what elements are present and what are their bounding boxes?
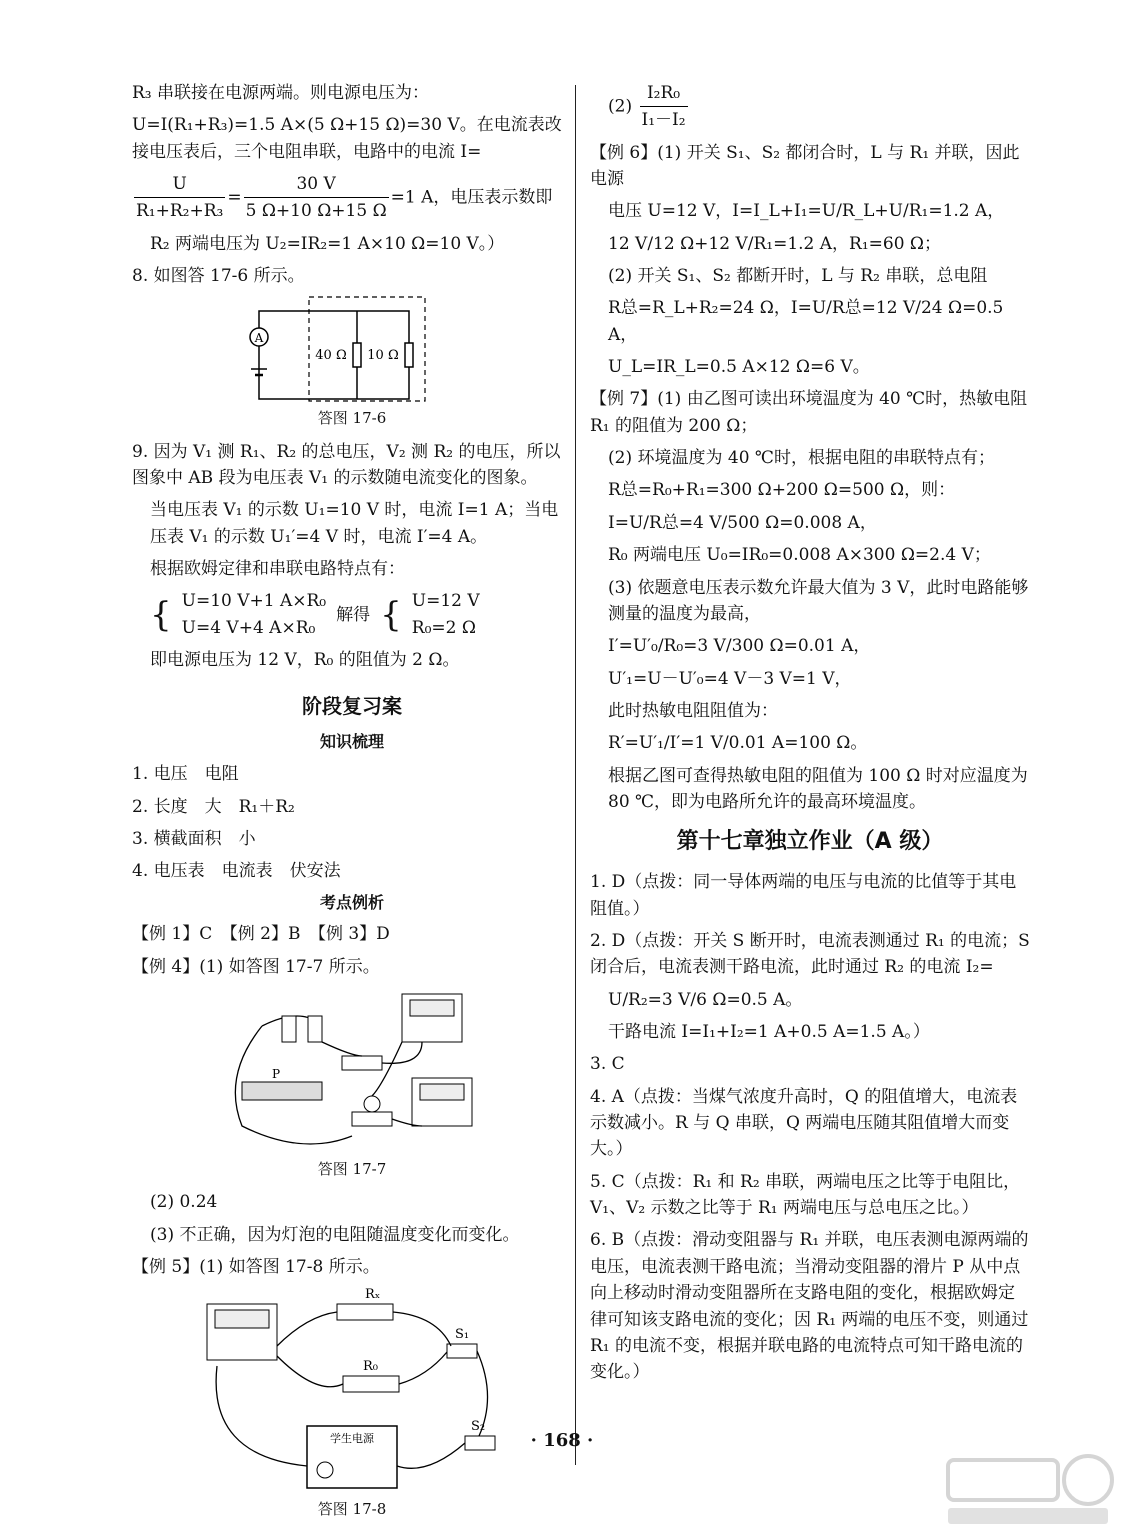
fraction: $\frac{\text{I₂R₀}}{\text{I₁－I₂}}$ [640, 80, 688, 134]
ammeter-label: A [254, 331, 264, 346]
figure-caption: 答图 17-6 [317, 409, 387, 428]
text-line: I=U/R总=4 V/500 Ω=0.008 A， [608, 512, 877, 533]
r0-label: R₀ [363, 1359, 378, 1375]
list-item: 4. 电压表 电流表 伏安法 [132, 861, 341, 882]
rx-label: Rₓ [365, 1287, 381, 1303]
text-line: 此时热敏电阻阻值为： [608, 700, 778, 721]
answer-item: 5. C（点拨：R₁ 和 R₂ 串联，两端电压之比等于电阻比，V₁、V₂ 示数之比等于 R₁ 两端电压与总电压之比。） [590, 1171, 1021, 1219]
resistor-label: 40 Ω [315, 348, 347, 364]
figure-caption: 答图 17-7 [317, 1160, 387, 1179]
question-8: 8. 如图答 17-6 所示。 [132, 266, 305, 287]
watermark-logo [938, 1450, 1118, 1530]
text-line: U/R₂=3 V/6 Ω=0.5 A。 [608, 989, 803, 1010]
text-line: 当电压表 V₁ 的示数 U₁=10 V 时，电流 I=1 A；当电压表 V₁ 的示数 U₁′=4 V 时，电流 I′=4 A。 [150, 500, 559, 547]
answer-item: 2. D（点拨：开关 S 断开时，电流表测通过 R₁ 的电流；S 闭合后，电流表测干路电流，此时通过 R₂ 的电流 I₂= [590, 931, 1030, 978]
circuit-figure-17-6 [254, 295, 447, 405]
text-line: 【例 5】(1) 如答图 17-8 所示。 [132, 1257, 380, 1277]
text-line: R总=R_L+R₂=24 Ω，I=U/R总=12 V/24 Ω=0.5 A， [608, 298, 1004, 345]
text-line: (2) 环境温度为 40 ℃时，根据电阻的串联特点有； [608, 448, 995, 469]
text-line: 【例 6】(1) 开关 S₁、S₂ 都闭合时，L 与 R₁ 并联，因此电源 [590, 142, 1020, 190]
list-item: 1. 电压 电阻 [132, 764, 239, 785]
answer-item: 4. A（点拨：当煤气浓度升高时，Q 的阻值增大，电流表示数减小。R 与 Q 串联，Q 两端电压随其阻值增大而变大。） [590, 1086, 1018, 1160]
subsection-title: 知识梳理 [319, 732, 384, 752]
text-line: (3) 依题意电压表示数允许最大值为 3 V，此时电路能够测量的温度为最高， [608, 577, 1029, 624]
text-line: 即电源电压为 12 V，R₀ 的阻值为 2 Ω。 [150, 650, 460, 671]
text-line: 【例 7】(1) 由乙图可读出环境温度为 40 ℃时，热敏电阻 R₁ 的阻值为 200 Ω； [590, 389, 1028, 436]
text-line: 【例 4】(1) 如答图 17-7 所示。 [132, 956, 380, 977]
formula-line: $\frac{U}{\text{R₁+R₂+R₃}}$ = $\frac{30 V}{5 \Omega+10 \Omega+15 \Omega}$ =1 A，电压表示数即 [132, 171, 572, 225]
text-line: I′=U′₀/R₀=3 V/300 Ω=0.01 A， [608, 636, 871, 657]
text-line: U_L=IR_L=0.5 A×12 Ω=6 V。 [608, 357, 870, 378]
text-line: 干路电流 I=I₁+I₂=1 A+0.5 A=1.5 A。） [608, 1022, 930, 1043]
answer-item: 3. C [590, 1054, 625, 1075]
text-line: 【例 1】C 【例 2】B 【例 3】D [132, 924, 390, 945]
resistor-label: 10 Ω [367, 348, 399, 364]
text-line: 电压 U=12 V，I=I_L+I₁=U/R_L+U/R₁=1.2 A， [608, 201, 1005, 222]
equation-system: { U=10 V+1 A×R₀ U=4 V+4 A×R₀ 解得 { U=12 V R₀=2 Ω [150, 591, 480, 638]
list-item: 2. 长度 大 R₁＋R₂ [132, 796, 295, 817]
formula-line: (2) $\frac{\text{I₂R₀}}{\text{I₁－I₂}}$ [590, 80, 1030, 134]
text-line: 根据乙图可查得热敏电阻的阻值为 100 Ω 时对应温度为 80 ℃，即为电路所允许的最高环境温度。 [608, 765, 1028, 812]
text-line: R₂ 两端电压为 U₂=IR₂=1 A×10 Ω=10 V。） [150, 233, 505, 254]
text-line: R总=R₀+R₁=300 Ω+200 Ω=500 Ω，则： [608, 480, 956, 501]
subsection-title: 考点例析 [319, 892, 384, 912]
answer-item: 1. D（点拨：同一导体两端的电压与电流的比值等于其电阻值。） [590, 872, 1017, 919]
section-title: 阶段复习案 [302, 694, 402, 719]
question-9: 9. 因为 V₁ 测 R₁、R₂ 的总电压，V₂ 测 R₂ 的电压，所以图象中 AB 段为电压表 V₁ 的示数随电流变化的图象。 [132, 441, 561, 488]
column-divider [575, 85, 576, 1465]
text-line: R′=U′₁/I′=1 V/0.01 A=100 Ω。 [608, 733, 868, 754]
fraction: $\frac{30 V}{5 \Omega+10 \Omega+15 \Omega}$ [244, 171, 389, 225]
answer-item: 6. B（点拨：滑动变阻器与 R₁ 并联，电压表测电源两端的电压，电流表测干路电流；当滑动变阻器的滑片 P 从中点向上移动时滑动变阻器所在支路电阻的变化，根据欧姆定律可知该支路电流的变化；因 R₁ 两端的电压不变，则通过 R₁ 的电流不变，根据并联电路的电流特点可知干路电流的变化。） [590, 1230, 1029, 1383]
left-column [132, 80, 572, 1530]
text-line: R₃ 串联接在电源两端。则电源电压为： [132, 83, 430, 103]
list-item: 3. 横截面积 小 [132, 828, 256, 849]
text-line: 12 V/12 Ω+12 V/R₁=1.2 A，R₁=60 Ω； [608, 233, 942, 254]
text-line: 根据欧姆定律和串联电路特点有： [150, 559, 405, 580]
text-line: U′₁=U－U′₀=4 V－3 V=1 V， [608, 668, 852, 689]
text-line: R₀ 两端电压 U₀=IR₀=0.008 A×300 Ω=2.4 V； [608, 545, 991, 566]
figure-caption: 答图 17-8 [317, 1500, 387, 1519]
circuit-figure-17-7 [222, 986, 482, 1156]
s2-label: S₂ [471, 1419, 486, 1435]
text-line: (3) 不正确，因为灯泡的电阻随温度变化而变化。 [150, 1224, 520, 1245]
slider-label: P [272, 1067, 281, 1082]
page-number: · 168 · [530, 1430, 594, 1451]
text-line: (2) 开关 S₁、S₂ 都断开时，L 与 R₂ 串联，总电阻 [608, 266, 988, 287]
text-line: U=I(R₁+R₃)=1.5 A×(5 Ω+15 Ω)=30 V。在电流表改接电压表后，三个电阻串联，电路中的电流 I= [132, 115, 562, 162]
circuit-figure-17-8 [197, 1286, 507, 1496]
right-column [590, 80, 1030, 1392]
power-supply-label: 学生电源 [330, 1432, 374, 1446]
s1-label: S₁ [455, 1327, 470, 1343]
chapter-title: 第十七章独立作业（A 级） [676, 829, 944, 855]
fraction: $\frac{U}{\text{R₁+R₂+R₃}}$ [134, 171, 225, 225]
text-line: (2) 0.24 [150, 1192, 218, 1213]
